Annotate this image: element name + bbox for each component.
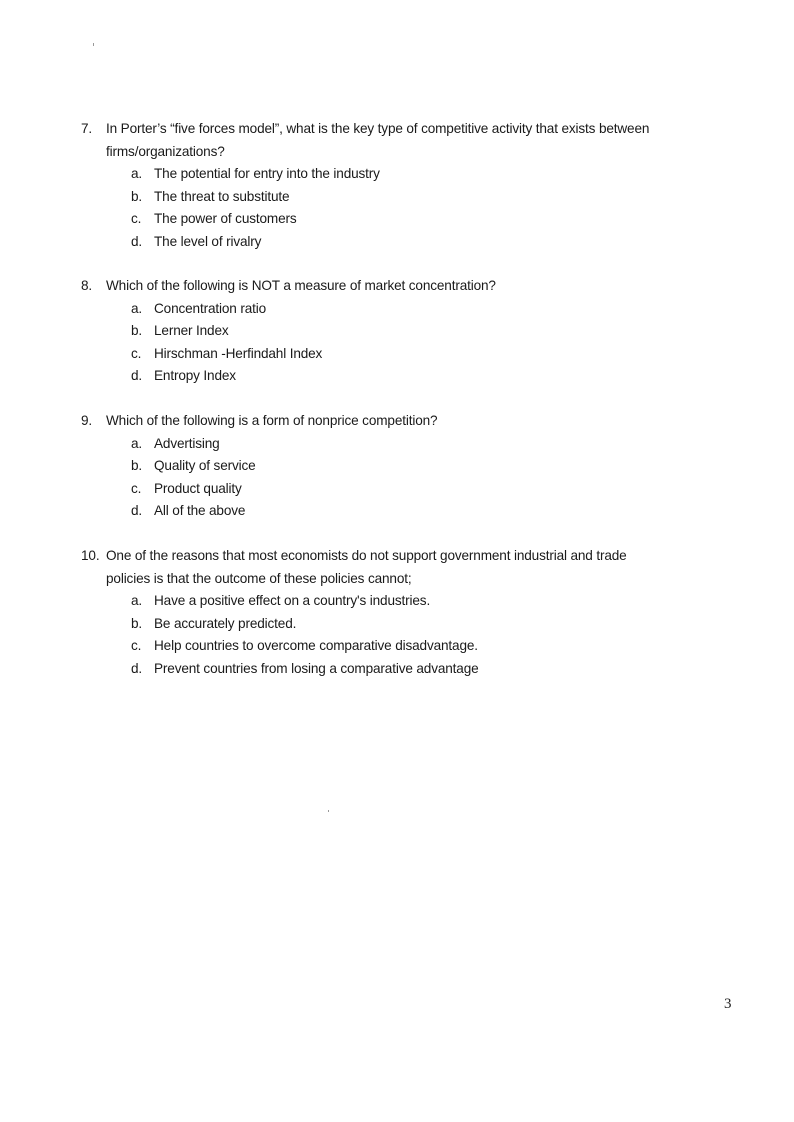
scan-speck	[328, 810, 329, 812]
option-letter: b.	[131, 188, 143, 204]
option-letter: a.	[131, 300, 143, 316]
answer-option	[81, 613, 627, 636]
question-text: firms/organizations?	[106, 143, 225, 159]
question-text: In Porter’s “five forces model”, what is the key type of competitive activity that exists between	[106, 121, 650, 136]
option-text: Product quality	[154, 480, 242, 496]
question-text-line	[81, 275, 496, 298]
option-letter: c.	[131, 480, 142, 496]
question-text: Which of the following is a form of nonprice competition?	[106, 413, 438, 428]
option-letter: a.	[131, 435, 143, 451]
question-text: Which of the following is NOT a measure of market concentration?	[106, 278, 496, 293]
question-number: 10.	[81, 548, 100, 563]
answer-option	[81, 478, 437, 501]
answer-option	[81, 231, 649, 254]
question-number: 8.	[81, 278, 93, 293]
question-10	[81, 545, 627, 680]
option-text: Help countries to overcome comparative disadvantage.	[154, 638, 478, 653]
option-letter: d.	[131, 368, 143, 383]
answer-option	[81, 590, 627, 613]
option-letter: b.	[131, 458, 143, 473]
page-number: 3	[724, 996, 732, 1012]
option-letter: c.	[131, 211, 142, 226]
option-letter: d.	[131, 660, 143, 676]
option-letter: a.	[131, 593, 143, 608]
option-letter: b.	[131, 323, 143, 338]
option-text: The level of rivalry	[154, 233, 262, 249]
question-8	[81, 275, 496, 388]
option-text: Advertising	[154, 435, 220, 451]
answer-option	[81, 208, 649, 231]
answer-option	[81, 163, 649, 186]
question-text-line	[81, 118, 649, 141]
answer-option	[81, 320, 496, 343]
question-text: One of the reasons that most economists do not support government industrial and trade	[106, 548, 627, 563]
option-text: The potential for entry into the industry	[154, 166, 380, 181]
answer-option	[81, 500, 437, 523]
option-letter: c.	[131, 638, 142, 653]
option-letter: d.	[131, 233, 143, 249]
question-text-line	[81, 141, 649, 164]
question-text-line	[81, 545, 627, 568]
option-text: The power of customers	[154, 211, 297, 226]
option-text: All of the above	[154, 503, 246, 518]
answer-option	[81, 635, 627, 658]
answer-option	[81, 658, 627, 681]
option-text: Entropy Index	[154, 368, 236, 383]
question-7	[81, 118, 649, 253]
answer-option	[81, 298, 496, 321]
scan-speck	[93, 43, 94, 46]
option-letter: c.	[131, 345, 142, 361]
answer-option	[81, 433, 437, 456]
question-text-line	[81, 410, 437, 433]
question-text-line	[81, 568, 627, 591]
option-text: Concentration ratio	[154, 300, 267, 316]
option-letter: b.	[131, 615, 143, 631]
option-text: Have a positive effect on a country's industries.	[154, 593, 431, 608]
option-text: Lerner Index	[154, 323, 229, 338]
option-letter: d.	[131, 503, 143, 518]
option-text: Be accurately predicted.	[154, 615, 297, 631]
question-9	[81, 410, 437, 523]
answer-option	[81, 455, 437, 478]
question-number: 7.	[81, 121, 93, 136]
question-text: policies is that the outcome of these policies cannot;	[106, 570, 412, 586]
answer-option	[81, 365, 496, 388]
question-number: 9.	[81, 413, 93, 428]
option-text: The threat to substitute	[154, 188, 290, 204]
option-text: Prevent countries from losing a comparative advantage	[154, 660, 479, 676]
option-text: Hirschman -Herfindahl Index	[154, 345, 323, 361]
option-letter: a.	[131, 166, 143, 181]
answer-option	[81, 343, 496, 366]
answer-option	[81, 186, 649, 209]
option-text: Quality of service	[154, 458, 256, 473]
